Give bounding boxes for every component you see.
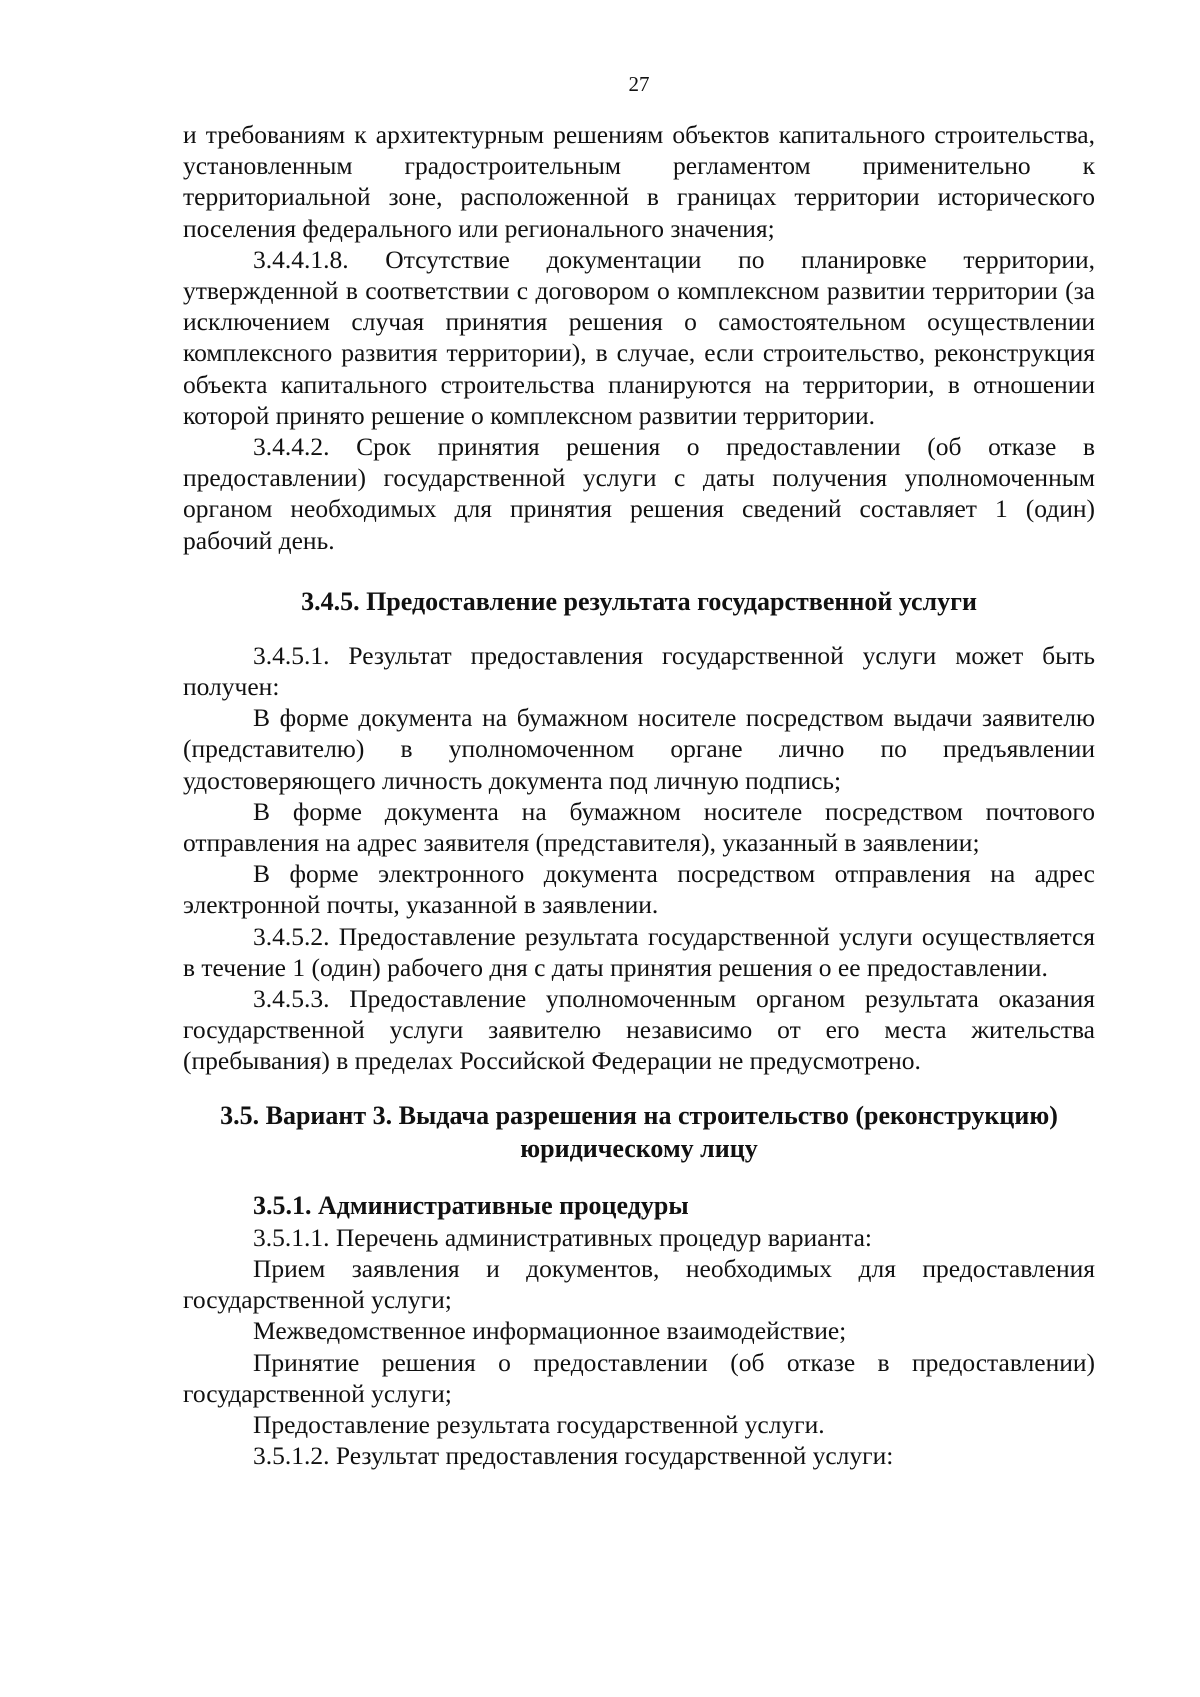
subsection-heading-3-5-1: 3.5.1. Административные процедуры (253, 1190, 689, 1220)
page-number: 27 (628, 72, 650, 96)
procedure-item-4: Предоставление результата государственной услуги. (253, 1409, 825, 1439)
paragraph-3-4-5-2: 3.4.5.2. Предоставление результата государственной услуги осуществляется в течение 1 (один) рабочего дня с даты принятия решения о ее предоставлении. (183, 921, 1095, 982)
section-heading-3-5 (183, 1099, 1095, 1165)
document-body (183, 119, 1095, 1471)
section-heading-3-5-line-1: 3.5. Вариант 3. Выдача разрешения на строительство (реконструкцию) (220, 1100, 1058, 1130)
procedure-item-3: Принятие решения о предоставлении (об отказе в предоставлении) государственной услуги; (183, 1347, 1095, 1408)
procedure-item-1: Прием заявления и документов, необходимых для предоставления государственной услуги; (183, 1253, 1095, 1315)
paragraph-result-option-1: В форме документа на бумажном носителе посредством выдачи заявителю (представителю) в уполномоченном органе лично по предъявлении удостоверяющего личность документа под личную подпись; (183, 703, 1095, 795)
paragraph-3-4-4-1-8: 3.4.4.1.8. Отсутствие документации по планировке территории, утвержденной в соответствии с договором о комплексном развитии территории (за исключением случая принятия решения о самостоятельном осуществлении комплексного развития территории), в случае, если строительство, реконструкция объекта капитального строительства планируются на территории, в отношении которой принято решение о комплексном развитии территории. (183, 244, 1095, 430)
paragraph-3-4-4-2: 3.4.4.2. Срок принятия решения о предоставлении (об отказе в предоставлении) государственной услуги с даты получения уполномоченным органом необходимых для принятия решения сведений составляет 1 (один) рабочий день. (183, 432, 1095, 555)
paragraph-3-5-1-2: 3.5.1.2. Результат предоставления государственной услуги: (253, 1441, 894, 1471)
paragraph-result-option-2: В форме документа на бумажном носителе посредством почтового отправления на адрес заявителя (представителя), указанный в заявлении; (183, 796, 1095, 858)
paragraph-result-option-3: В форме электронного документа посредством отправления на адрес электронной почты, указанной в заявлении. (183, 859, 1095, 920)
paragraph-3-4-5-1: 3.4.5.1. Результат предоставления государственной услуги может быть получен: (183, 640, 1095, 702)
paragraph-3-4-5-3: 3.4.5.3. Предоставление уполномоченным органом результата оказания государственной услуги заявителю независимо от его места жительства (пребывания) в пределах Российской Федерации не предусмотрено. (183, 984, 1095, 1076)
procedure-item-2: Межведомственное информационное взаимодействие; (253, 1316, 847, 1346)
section-heading-3-5-line-2: юридическому лицу (520, 1133, 758, 1163)
paragraph-3-5-1-1: 3.5.1.1. Перечень административных процедур варианта: (253, 1222, 872, 1252)
paragraph-continuation: и требованиям к архитектурным решениям объектов капитального строительства, установленным градостроительным регламентом применительно к территориальной зоне, расположенной в границах территории исторического поселения федерального или регионального значения; (183, 120, 1095, 243)
section-heading-3-4-5: 3.4.5. Предоставление результата государственной услуги (301, 586, 977, 616)
